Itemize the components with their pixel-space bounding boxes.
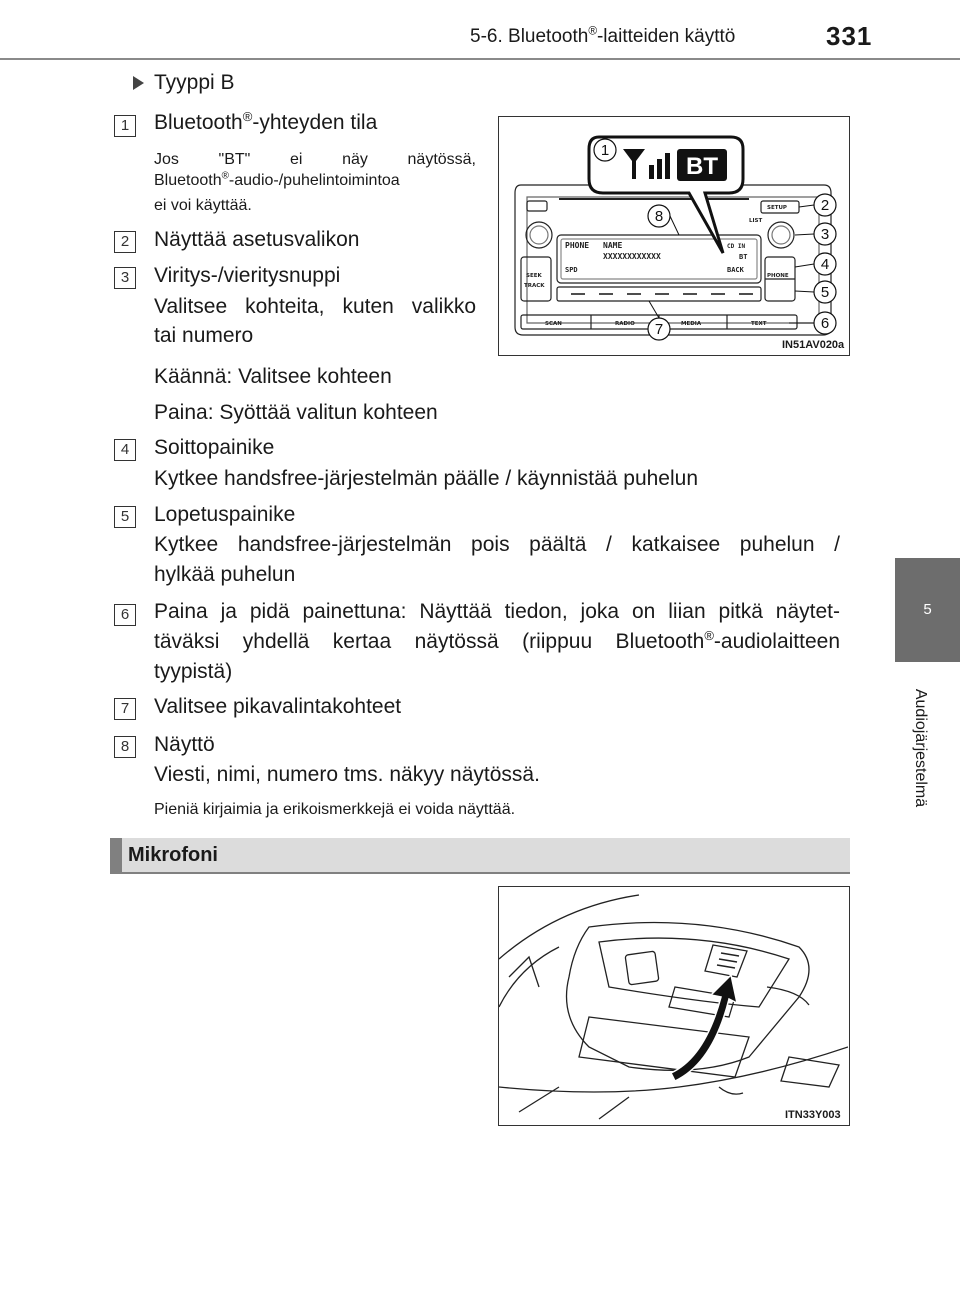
figure-code: ITN33Y003: [785, 1109, 841, 1121]
seek-label: SEEK: [526, 273, 542, 279]
item-3-line: Käännä: Valitsee kohteen: [154, 365, 392, 388]
callout-3-label: 3: [820, 226, 830, 243]
running-header: [470, 26, 735, 48]
figure-code: IN51AV020a: [782, 339, 845, 351]
item-5-line: hylkää puhelun: [154, 563, 296, 586]
registered-mark: ®: [588, 24, 597, 38]
text-part: täväksi yhdellä kertaa näytössä (riippuu Bluetooth: [154, 630, 705, 653]
item-3-line: Paina: Syöttää valitun kohteen: [154, 401, 438, 424]
console-outline: [567, 923, 810, 1071]
screen-back: BACK: [727, 266, 744, 274]
screen-name: NAME: [603, 241, 623, 250]
media-label: MEDIA: [681, 321, 702, 327]
item-number: 6: [114, 604, 136, 626]
item-3-line: Valitsee kohteita, kuten valikko: [154, 295, 476, 318]
item-1-note-line: ei voi käyttää.: [154, 197, 252, 214]
item-2-title: Näyttää asetusvalikon: [154, 228, 360, 251]
callout-2-label: 2: [820, 197, 830, 214]
registered-mark: ®: [221, 170, 229, 182]
audio-unit-figure: [498, 116, 850, 356]
tune-scroll-knob-inner: [772, 226, 790, 244]
item-number: 2: [114, 231, 136, 253]
windshield-edge: [499, 947, 559, 1007]
microphone-grille-housing: [705, 945, 747, 977]
item-number: 7: [114, 698, 136, 720]
section-title: Mikrofoni: [128, 844, 218, 866]
header-rule: [0, 58, 960, 60]
console-button: [625, 951, 659, 985]
sun-visor: [781, 1057, 839, 1087]
item-1-note-line: Jos "BT" ei näy näytössä,: [154, 151, 476, 168]
callout-6-label: 6: [820, 315, 830, 332]
phone-label: PHONE: [767, 273, 789, 279]
callout-leaders: [649, 205, 814, 323]
item-number: 5: [114, 506, 136, 528]
setup-label: SETUP: [767, 205, 787, 211]
callout-4-label: 4: [820, 256, 830, 273]
item-3-title: Viritys-/vieritysnuppi: [154, 264, 341, 287]
screen-bt: BT: [739, 253, 748, 261]
item-8-note: Pieniä kirjaimia ja erikoismerkkejä ei voida näyttää.: [154, 801, 516, 818]
header-title-part: 5-6. Bluetooth: [470, 26, 589, 47]
item-number: 8: [114, 736, 136, 758]
chapter-label-text: Audiojärjestelmä: [912, 688, 929, 808]
panel-inner: [527, 197, 819, 323]
screen-speed-dial: SPD: [565, 266, 578, 274]
item-3-line: tai numero: [154, 324, 254, 347]
headliner-line: [499, 895, 639, 959]
triangle-bullet-icon: [133, 76, 144, 90]
item-7-title: Valitsee pikavalintakohteet: [154, 695, 402, 718]
item-1-note-line: [154, 171, 400, 190]
text-part: -audio-/puhelintoimintoa: [228, 172, 400, 189]
track-label: TRACK: [524, 283, 545, 289]
item-4-title: Soittopainike: [154, 436, 275, 459]
overhead-console-illustration: [499, 887, 848, 1124]
callout-1-label: 1: [600, 142, 610, 159]
screen-phone-label: PHONE: [565, 241, 590, 250]
text-part: -yhteyden tila: [252, 111, 378, 134]
page-number: 331: [826, 21, 873, 51]
registered-mark: ®: [704, 628, 714, 643]
item-6-line: Paina ja pidä painettuna: Näyttää tiedon, joka on liian pitkä näytet-: [154, 600, 840, 623]
item-8-title: Näyttö: [154, 733, 215, 756]
scan-label: SCAN: [545, 321, 562, 327]
callout-7-label: 7: [654, 321, 664, 338]
header-title-part: -laitteiden käyttö: [596, 26, 736, 47]
text-part: Bluetooth: [154, 111, 243, 134]
item-number: 3: [114, 267, 136, 289]
type-label: Tyyppi B: [154, 71, 235, 94]
screen-digits: XXXXXXXXXXXX: [603, 252, 661, 261]
text-part: -audiolaitteen: [713, 630, 840, 653]
volume-knob-inner: [530, 226, 548, 244]
item-5-title: Lopetuspainike: [154, 503, 296, 526]
item-6-line: [154, 627, 840, 657]
screen-cdin: CD IN: [727, 243, 746, 250]
callout-5-label: 5: [820, 284, 830, 301]
item-number: 4: [114, 439, 136, 461]
bt-badge-text: BT: [686, 153, 718, 180]
item-4-line: Kytkee handsfree-järjestelmän päälle / käynnistää puhelun: [154, 467, 699, 490]
callout-8-label: 8: [654, 208, 664, 225]
radio-label: RADIO: [615, 321, 635, 327]
item-1-title: [154, 108, 377, 138]
item-5-line: Kytkee handsfree-järjestelmän pois päältä / katkaisee puhelun /: [154, 533, 840, 556]
line: [599, 1097, 629, 1119]
map-lamp-lens: [579, 1017, 749, 1077]
seek-track-button: [521, 257, 551, 301]
clip: [719, 1087, 743, 1094]
text-label: TEXT: [751, 321, 767, 327]
audio-unit-illustration: [499, 117, 848, 354]
eject-button: [527, 201, 547, 211]
text-part: Bluetooth: [154, 172, 222, 189]
list-label: LIST: [749, 218, 763, 224]
registered-mark: ®: [242, 109, 253, 124]
item-6-line: tyypistä): [154, 660, 233, 683]
chapter-label: [905, 668, 935, 828]
chapter-tab: 5: [895, 558, 960, 662]
item-8-line: Viesti, nimi, numero tms. näkyy näytössä.: [154, 763, 540, 786]
section-heading: [110, 838, 850, 874]
microphone-figure: [498, 886, 850, 1126]
item-number: 1: [114, 115, 136, 137]
microphone-grille-icon: [717, 953, 739, 968]
